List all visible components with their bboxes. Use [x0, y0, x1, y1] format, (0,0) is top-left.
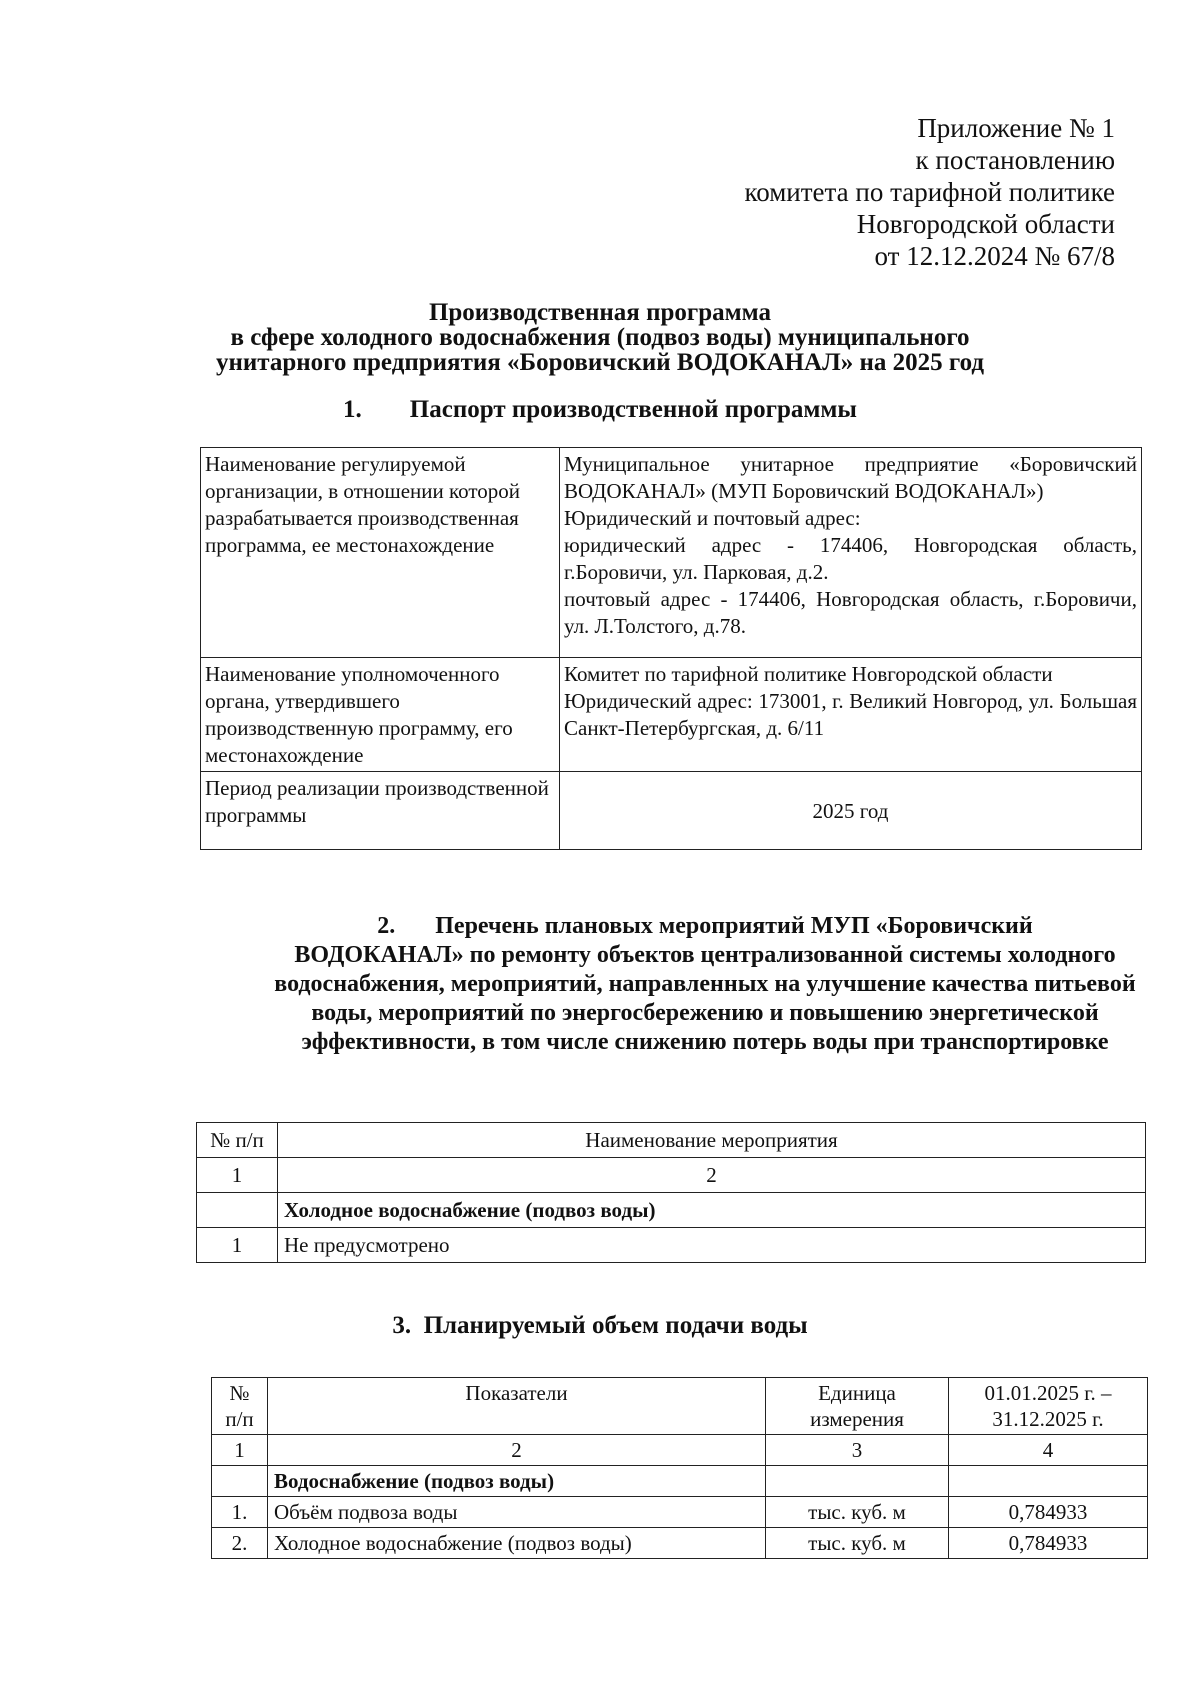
appendix-line: к постановлению	[915, 145, 1115, 175]
row-indicator: Объём подвоза воды	[268, 1497, 766, 1528]
section-number: 1.	[343, 396, 362, 423]
header-text: Единица	[818, 1381, 896, 1405]
table-row	[212, 1528, 1148, 1559]
header-text: 01.01.2025 г. –	[984, 1381, 1112, 1405]
table-index-row	[197, 1158, 1146, 1193]
section-number: 2.	[377, 913, 396, 939]
appendix-block	[695, 112, 1115, 272]
header-cell	[949, 1378, 1148, 1435]
table-group-row	[212, 1466, 1148, 1497]
section-number: 3.	[392, 1312, 412, 1339]
row-name: Не предусмотрено	[278, 1228, 1146, 1263]
section-title-line	[265, 912, 1145, 941]
header-cell: № п/п	[197, 1123, 278, 1158]
index-cell: 2	[268, 1435, 766, 1466]
row-unit: тыс. куб. м	[766, 1497, 949, 1528]
header-text: п/п	[225, 1407, 254, 1431]
table-row	[201, 448, 1142, 658]
table-group-row	[197, 1193, 1146, 1228]
value-line: юридический адрес - 174406, Новгородская область, г.Боровичи, ул. Парковая, д.2.	[564, 533, 1137, 584]
passport-value	[560, 658, 1142, 772]
header-text: №	[229, 1381, 250, 1405]
header-cell: Показатели	[268, 1378, 766, 1435]
document-title	[150, 300, 1050, 375]
value-line: Юридический адрес: 173001, г. Великий Новгород, ул. Большая Санкт-Петербургская, д. 6/11	[564, 689, 1137, 740]
passport-value	[560, 448, 1142, 658]
water-volume-table	[211, 1377, 1148, 1559]
appendix-date: от 12.12.2024 № 67/8	[874, 241, 1115, 271]
group-cell: Водоснабжение (подвоз воды)	[268, 1466, 766, 1497]
value-line: Комитет по тарифной политике Новгородской области	[564, 662, 1053, 686]
row-number: 2.	[212, 1528, 268, 1559]
index-cell: 1	[197, 1158, 278, 1193]
index-cell: 2	[278, 1158, 1146, 1193]
header-cell: Наименование мероприятия	[278, 1123, 1146, 1158]
value-line: Юридический и почтовый адрес:	[564, 506, 861, 530]
passport-label: Наименование регулируемой организации, в отношении которой разрабатывается производственная программа, ее местонахождение	[201, 448, 560, 658]
empty-cell	[212, 1466, 268, 1497]
title-line: в сфере холодного водоснабжения (подвоз воды) муниципального	[230, 324, 970, 351]
row-value: 0,784933	[949, 1497, 1148, 1528]
index-cell: 3	[766, 1435, 949, 1466]
section2-heading	[265, 912, 1145, 1057]
empty-cell	[197, 1193, 278, 1228]
header-text: 31.12.2025 г.	[992, 1407, 1104, 1431]
measures-table	[196, 1122, 1146, 1263]
section-title-rest: ВОДОКАНАЛ» по ремонту объектов централизованной системы холодного водоснабжения, мероприятий, направленных на улучшение качества питьевой воды, мероприятий по энергосбережению и повышению энергетической эффективности, в том числе снижению потерь воды при транспортировке	[274, 942, 1136, 1055]
row-number: 1	[197, 1228, 278, 1263]
passport-label: Наименование уполномоченного органа, утвердившего производственную программу, его местонахождение	[201, 658, 560, 772]
table-row	[212, 1497, 1148, 1528]
row-unit: тыс. куб. м	[766, 1528, 949, 1559]
section3-heading	[150, 1312, 1050, 1340]
header-text: измерения	[810, 1407, 904, 1431]
section-title: Паспорт производственной программы	[409, 396, 857, 423]
header-cell	[766, 1378, 949, 1435]
section-title: Планируемый объем подачи воды	[423, 1312, 808, 1339]
index-cell: 4	[949, 1435, 1148, 1466]
appendix-line: Приложение № 1	[917, 113, 1115, 143]
table-index-row	[212, 1435, 1148, 1466]
table-row	[201, 658, 1142, 772]
empty-cell	[949, 1466, 1148, 1497]
value-line: почтовый адрес - 174406, Новгородская область, г.Боровичи, ул. Л.Толстого, д.78.	[564, 587, 1137, 638]
table-row	[197, 1228, 1146, 1263]
appendix-line: комитета по тарифной политике	[744, 177, 1115, 207]
value-line: Муниципальное унитарное предприятие «Боровичский ВОДОКАНАЛ» (МУП Боровичский ВОДОКАНАЛ»)	[564, 452, 1137, 503]
passport-value: 2025 год	[560, 772, 1142, 850]
passport-label: Период реализации производственной программы	[201, 772, 560, 850]
index-cell: 1	[212, 1435, 268, 1466]
header-cell	[212, 1378, 268, 1435]
table-header-row	[212, 1378, 1148, 1435]
title-line: унитарного предприятия «Боровичский ВОДОКАНАЛ» на 2025 год	[215, 349, 985, 376]
appendix-line: Новгородской области	[856, 209, 1115, 239]
title-line: Производственная программа	[428, 299, 772, 326]
section-title: Перечень плановых мероприятий МУП «Боровичский	[435, 913, 1033, 939]
table-row	[201, 772, 1142, 850]
row-number: 1.	[212, 1497, 268, 1528]
row-indicator: Холодное водоснабжение (подвоз воды)	[268, 1528, 766, 1559]
section1-heading	[150, 396, 1050, 424]
passport-table	[200, 447, 1142, 850]
empty-cell	[766, 1466, 949, 1497]
table-header-row	[197, 1123, 1146, 1158]
group-cell: Холодное водоснабжение (подвоз воды)	[278, 1193, 1146, 1228]
row-value: 0,784933	[949, 1528, 1148, 1559]
